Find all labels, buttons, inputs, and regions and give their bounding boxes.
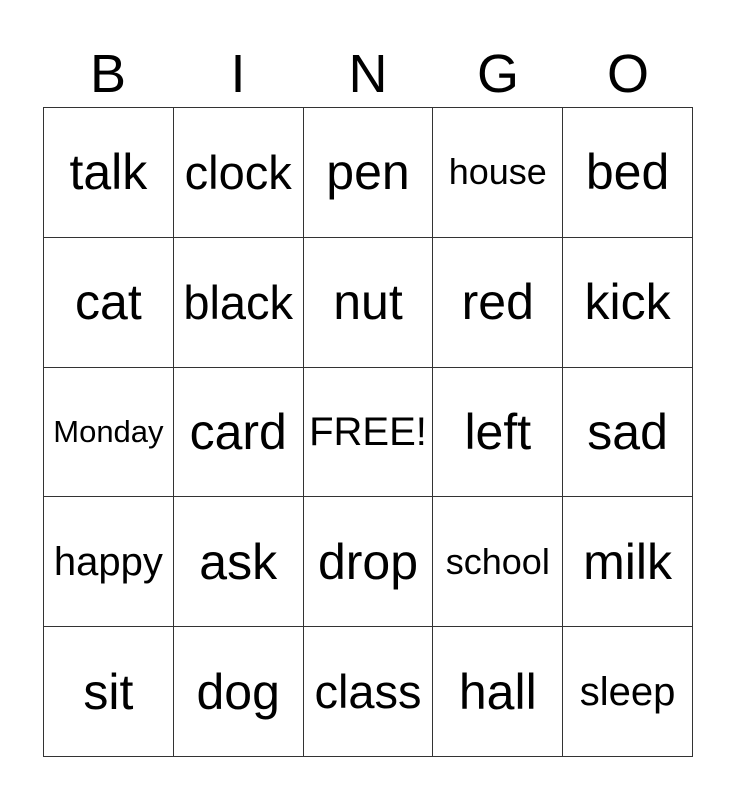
cell-word: Monday xyxy=(53,414,164,450)
cell-word: sad xyxy=(587,403,668,460)
bingo-cell xyxy=(433,497,563,627)
bingo-cell xyxy=(304,627,434,757)
bingo-card-grid xyxy=(43,107,693,757)
cell-word: sleep xyxy=(579,669,676,714)
cell-word: nut xyxy=(333,274,403,331)
cell-word: cat xyxy=(75,274,142,331)
cell-word: school xyxy=(445,540,550,582)
cell-word: left xyxy=(464,403,532,460)
free-space-label: FREE! xyxy=(309,409,427,454)
cell-word: dog xyxy=(196,663,280,720)
cell-word: clock xyxy=(184,145,292,199)
bingo-cell xyxy=(563,368,693,498)
bingo-cell xyxy=(304,497,434,627)
bingo-cell xyxy=(44,627,174,757)
cell-word: milk xyxy=(583,533,673,590)
bingo-cell xyxy=(433,368,563,498)
header-letter-n: N xyxy=(348,44,388,104)
header-letter-i: I xyxy=(230,44,246,104)
cell-word: talk xyxy=(69,144,148,201)
cell-word: happy xyxy=(53,539,163,584)
cell-word: ask xyxy=(199,533,278,590)
bingo-cell xyxy=(174,497,304,627)
bingo-cell xyxy=(563,627,693,757)
bingo-cell xyxy=(174,238,304,368)
bingo-cell xyxy=(44,497,174,627)
bingo-cell xyxy=(563,108,693,238)
cell-word: kick xyxy=(584,274,671,331)
cell-word: pen xyxy=(326,144,410,201)
bingo-cell xyxy=(174,368,304,498)
header-letter-b: B xyxy=(89,44,127,104)
cell-word: hall xyxy=(458,663,537,720)
header-letter-o: O xyxy=(606,44,649,104)
cell-word: red xyxy=(461,274,534,331)
bingo-cell xyxy=(44,108,174,238)
bingo-cell xyxy=(304,108,434,238)
bingo-cell xyxy=(44,368,174,498)
bingo-cell xyxy=(433,238,563,368)
header-letter-g: G xyxy=(476,44,519,104)
free-space-cell xyxy=(304,368,434,498)
cell-word: card xyxy=(189,403,287,460)
bingo-cell xyxy=(433,627,563,757)
bingo-header xyxy=(43,40,693,108)
cell-word: drop xyxy=(317,533,419,590)
bingo-cell xyxy=(563,238,693,368)
bingo-cell xyxy=(174,108,304,238)
cell-word: black xyxy=(183,275,294,329)
cell-word: class xyxy=(314,665,422,719)
cell-word: sit xyxy=(83,663,134,720)
cell-word: house xyxy=(448,151,547,193)
bingo-cell xyxy=(563,497,693,627)
cell-word: bed xyxy=(585,144,670,201)
bingo-cell xyxy=(433,108,563,238)
bingo-cell xyxy=(174,627,304,757)
bingo-cell xyxy=(304,238,434,368)
bingo-cell xyxy=(44,238,174,368)
